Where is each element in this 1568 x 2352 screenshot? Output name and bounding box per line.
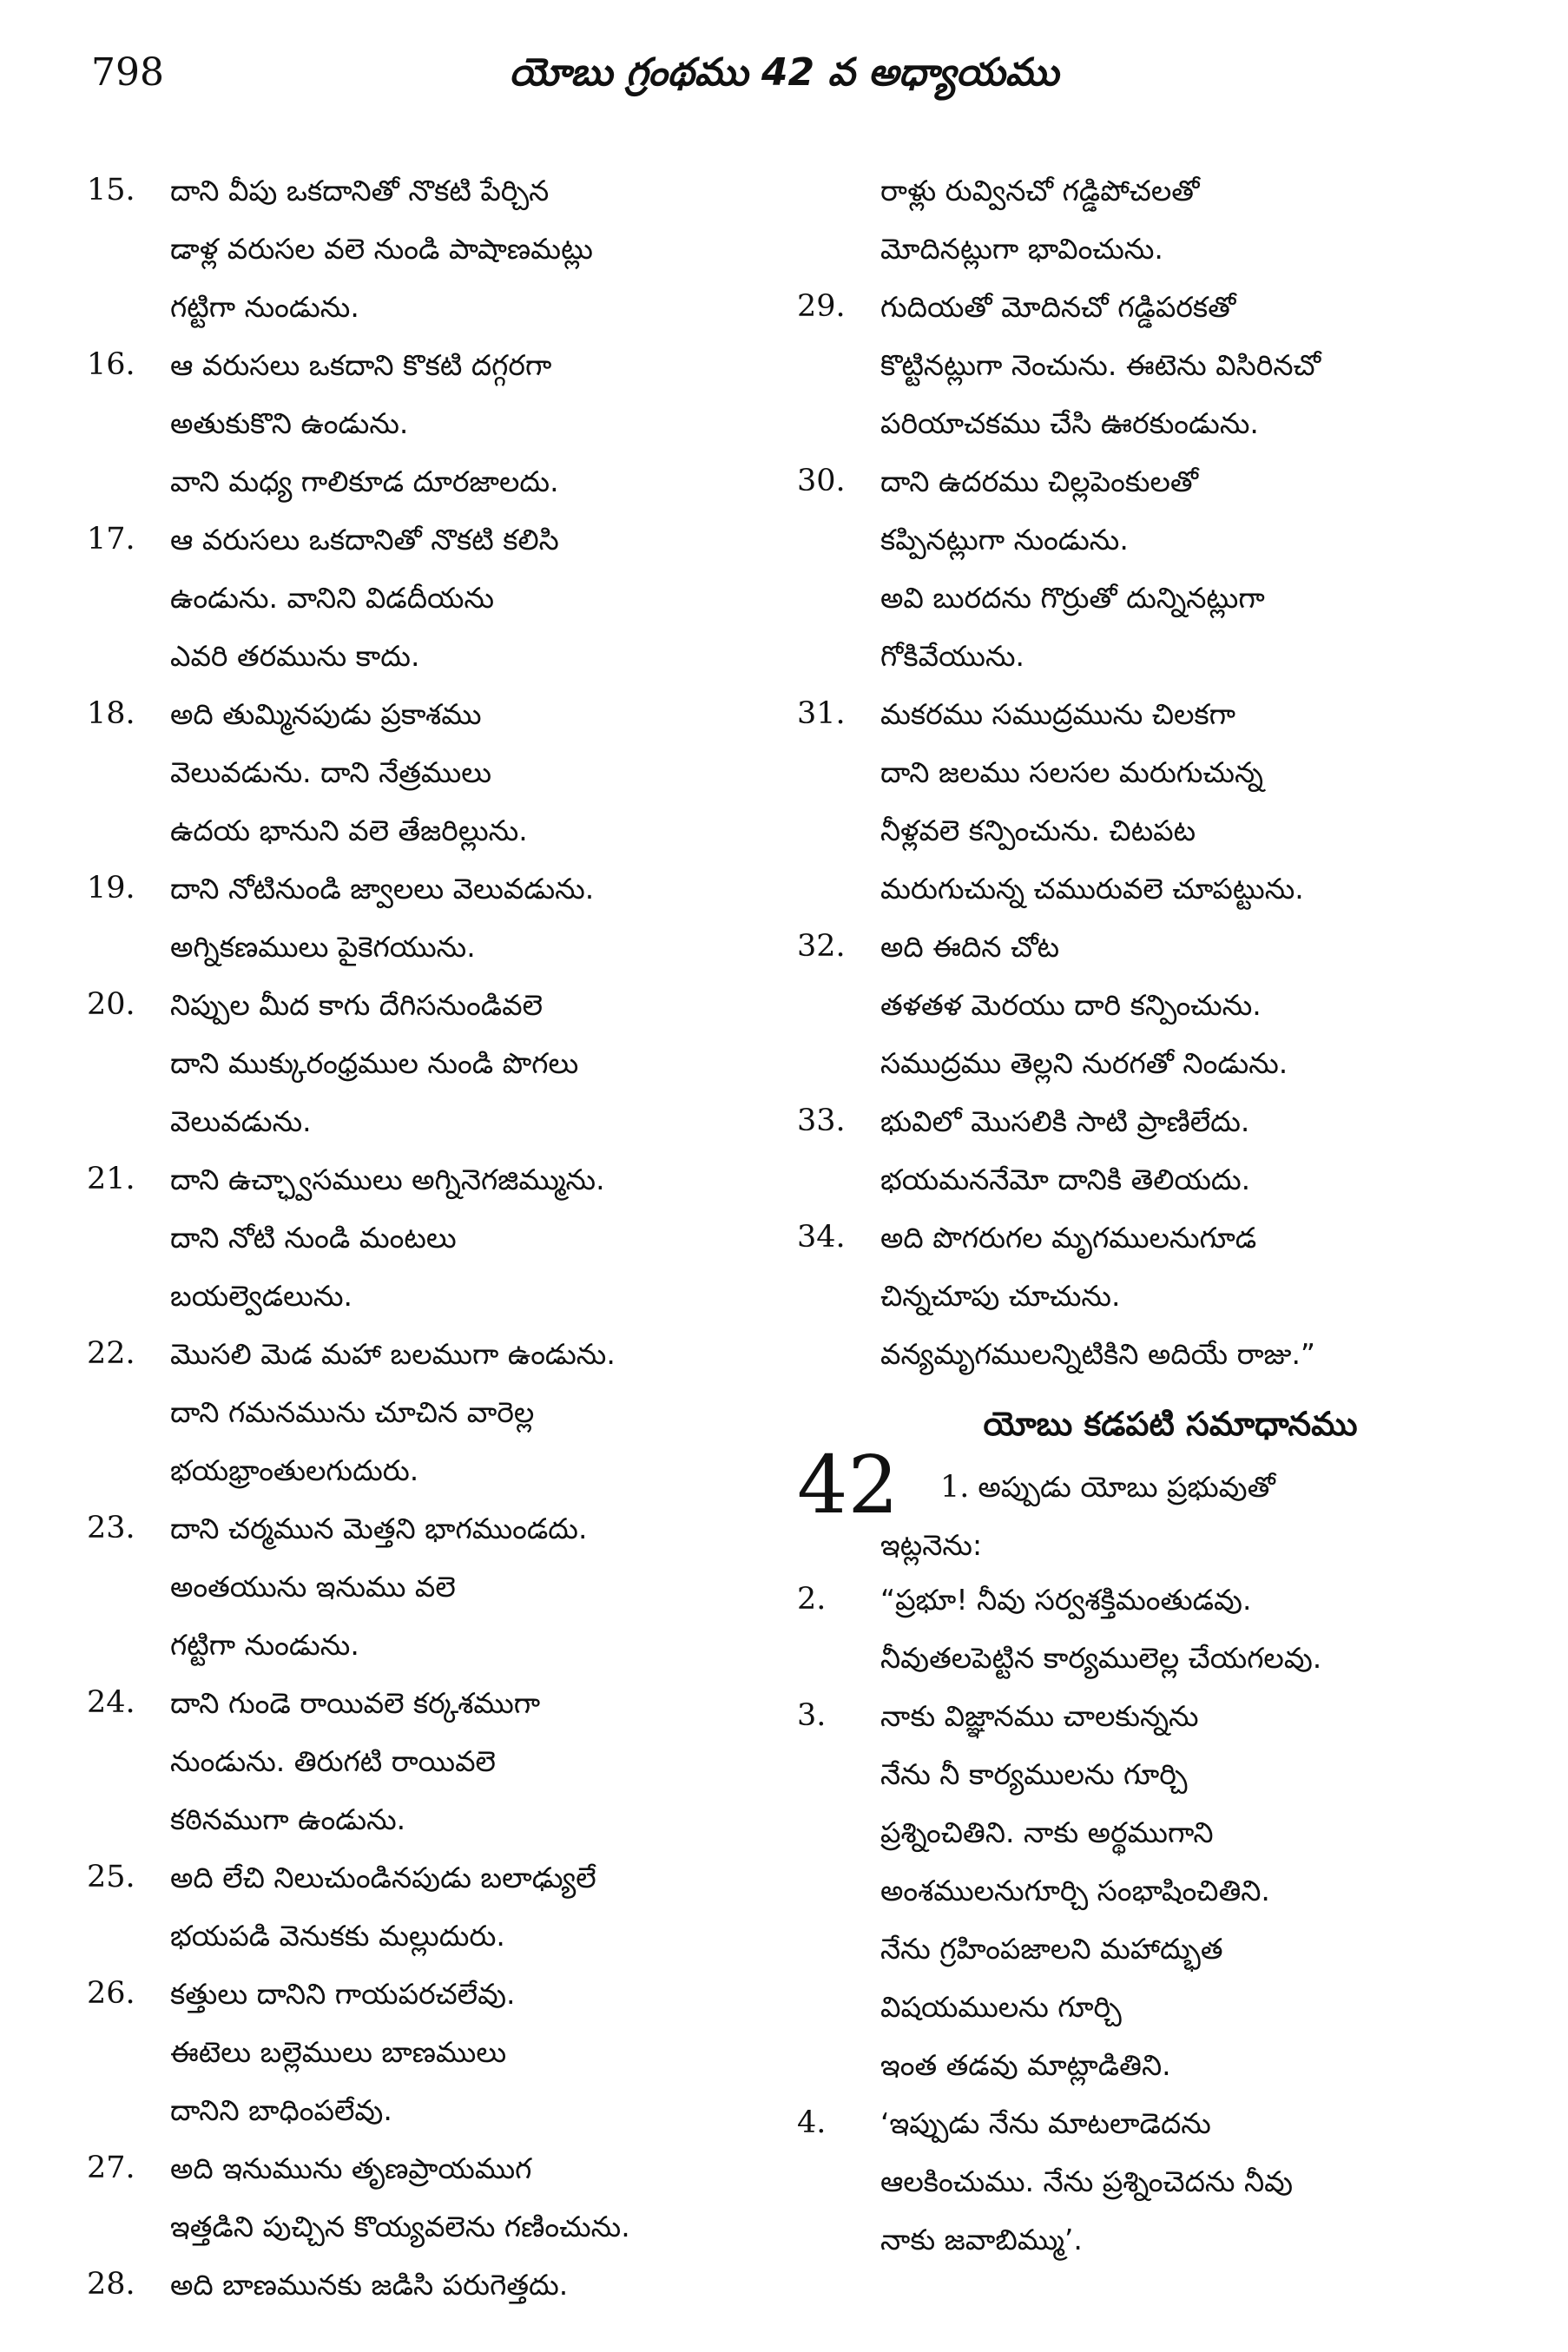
verse-number: 4. [797,2105,827,2140]
verse-line: దాని జలము సలసల మరుగుచున్న [880,755,1263,789]
verse-text [880,1092,1492,1209]
verse-line: అది లేచి నిలుచుండినపుడు బలాఢ్యులే [170,1861,596,1894]
verse-line: పరియాచకము చేసి ఊరకుండును. [880,406,1259,440]
verse-number: 30. [797,464,846,498]
verse-text [880,1571,1492,1687]
verse-line: భువిలో మొసలికి సాటి ప్రాణిలేదు. [880,1104,1250,1138]
chapter-start [797,1439,1492,1571]
verse-line: ఇంత తడవు మాట్లాడితిని. [880,2048,1171,2082]
verse-line: అది పొగరుగల మృగములనుగూడ [880,1221,1257,1255]
verse [87,336,781,511]
verse-text [880,2094,1492,2269]
verse-number: 28. [87,2267,135,2302]
verse-line: ఆ వరుసలు ఒకదానితో నొకటి కలిసి [170,523,559,557]
verse-line: వెలువడును. దాని నేత్రములు [170,755,492,789]
verse-number: 21. [87,1162,135,1196]
verse-line: ఎవరి తరమును కాదు. [170,639,420,673]
verse-number: 34. [797,1220,846,1255]
verse-line: దాని ఉచ్ఛ్వాసములు అగ్నినెగజిమ్మును. [170,1163,605,1196]
verse-number: 23. [87,1511,135,1545]
verse-line: నేను గ్రహింపజాలని మహాద్భుత [880,1932,1223,1966]
verse-line: దాని వీపు ఒకదానితో నొకటి పేర్చిన [170,174,550,208]
verse [797,1209,1492,1383]
verse-text [880,278,1492,452]
verse-line: సముద్రము తెల్లని నురగతో నిండును. [880,1046,1288,1080]
verse-line: మొసలి మెడ మహా బలముగా ఉండును. [170,1337,616,1371]
verse [87,1674,781,1848]
verse [87,1848,781,1965]
verse [87,2256,781,2314]
verse-number: 19. [87,871,135,906]
verse-line: అవి బురదను గొర్రుతో దున్నినట్లుగా [880,581,1265,615]
verse [797,918,1492,1092]
verse-text [170,336,781,511]
verse-line: నాకు జవాబిమ్ము’. [880,2223,1083,2256]
verse-number: 31. [797,696,846,731]
verse-line: తళతళ మెరయు దారి కన్పించును. [880,988,1262,1022]
verse-text [170,1848,781,1965]
verse-line: వెలువడును. [170,1104,312,1138]
page-number: 798 [91,50,164,95]
verse-line: అంతయును ఇనుము వలె [170,1570,456,1604]
verse-number: 26. [87,1976,135,2011]
verse-number: 20. [87,987,135,1022]
verse-line: ఉదయ భానుని వలె తేజరిల్లును. [170,814,528,847]
verse-line: ఈటెలు బల్లెములు బాణములు [170,2035,507,2069]
verse-line: నీవుతలపెట్టిన కార్యములెల్ల చేయగలవు. [880,1641,1322,1675]
verse-line: డాళ్ల వరుసల వలె నుండి పాషాణమట్లు [170,232,593,266]
verse-line: అంశములనుగూర్చి సంభాషించితిని. [880,1874,1270,1907]
section-heading: యోబు కడపటి సమాధానము [983,1405,1358,1443]
verse-text [880,1687,1492,2094]
verse-number: 33. [797,1104,846,1138]
verse-line: ప్రశ్నించితిని. నాకు అర్థముగాని [880,1815,1214,1849]
chapter-first-verse [940,1458,1275,1517]
verse-line: నీళ్లవలె కన్పించును. చిటపట [880,814,1196,847]
right-column [797,161,1492,2269]
verse-text [170,685,781,860]
verse-text [170,2139,781,2256]
verse-line: మరుగుచున్న చమురువలె చూపట్టును. [880,872,1304,906]
verse-line: కొట్టినట్లుగా నెంచును. ఈటెను విసిరినచో [880,348,1321,382]
verse-text [170,1674,781,1848]
verse-line: దాని గుండె రాయివలె కర్కశముగా [170,1686,541,1720]
verse-line: దాని ముక్కురంధ్రముల నుండి పొగలు [170,1046,579,1080]
verse-text [170,161,781,336]
verse-list [797,1571,1492,2269]
verse-text [880,685,1492,918]
verse-number: 15. [87,173,135,208]
verse-line: నిప్పుల మీద కాగు దేగిసనుండివలె [170,988,544,1022]
verse [87,860,781,976]
verse-number: 17. [87,522,135,557]
verse [797,1571,1492,1687]
verse-line: దానిని బాధింపలేవు. [170,2093,392,2127]
verse-line: విషయములను గూర్చి [880,1990,1122,2024]
verse [87,161,781,336]
verse-text [170,1965,781,2139]
verse-number: 24. [87,1685,135,1720]
verse-line: అతుకుకొని ఉండును. [170,406,409,440]
verse-line: ఆలకించుము. నేను ప్రశ్నించెదను నీవు [880,2164,1294,2198]
verse-line: వన్యమృగములన్నిటికిని అదియే రాజు.” [880,1337,1316,1371]
verse-line: వాని మధ్య గాలికూడ దూరజాలదు. [170,464,559,498]
verse [797,278,1492,452]
verse-line: “ప్రభూ! నీవు సర్వశక్తిమంతుడవు. [880,1583,1252,1617]
verse-line: మకరము సముద్రమును చిలకగా [880,697,1236,731]
verse-line: మోదినట్లుగా భావించును. [880,232,1163,266]
verse [87,976,781,1150]
chapter-number: 42 [797,1439,899,1532]
verse-line: దాని నోటినుండి జ్వాలలు వెలువడును. [170,872,595,906]
verse-line: బయల్వెడలును. [170,1279,353,1313]
verse-number: 18. [87,696,135,731]
verse-number: 32. [797,929,846,964]
verse-line: భయపడి వెనుకకు మల్లుదురు. [170,1919,505,1953]
verse-line: ఇట్లనెను: [880,1528,983,1562]
verse-text [880,452,1492,685]
verse-line: ఆ వరుసలు ఒకదాని కొకటి దగ్గరగా [170,348,552,382]
verse-line: కప్పినట్లుగా నుండును. [880,523,1129,557]
verse-line: అది ఈదిన చోట [880,930,1060,964]
verse-text [170,511,781,685]
verse-number: 22. [87,1336,135,1371]
verse-line: ఉండును. వానిని విడదీయను [170,581,495,615]
verse-number: 25. [87,1860,135,1894]
verse [87,685,781,860]
verse-number: 29. [797,289,846,324]
verse [87,1325,781,1499]
verse-number: 27. [87,2151,135,2185]
verse [797,452,1492,685]
verse-line: భయభ్రాంతులగుదురు. [170,1453,419,1487]
verse [87,1150,781,1325]
verse-line: కఠినముగా ఉండును. [170,1802,406,1836]
verse-text [170,2256,781,2314]
verse-line: ‘ఇప్పుడు నేను మాటలాడెదను [880,2106,1211,2140]
verse-line: అప్పుడు యోబు ప్రభువుతో [978,1470,1275,1504]
verse-line: గుదియతో మోదినచో గడ్డిపరకతో [880,290,1236,324]
verse-number: 1. [940,1470,970,1505]
verse-number: 3. [797,1698,827,1733]
verse-line: గట్టిగా నుండును. [170,1628,359,1662]
verse-line: అది బాణమునకు జడిసి పరుగెత్తదు. [170,2268,569,2302]
verse-text [170,976,781,1150]
verse-line: గోకివేయును. [880,639,1025,673]
verse-line: దాని నోటి నుండి మంటలు [170,1221,457,1255]
running-title: యోబు గ్రంథము 42 వ అధ్యాయము [509,50,1059,95]
verse [797,1092,1492,1209]
verse-line: భయమననేమో దానికి తెలియదు. [880,1163,1251,1196]
verse [87,1965,781,2139]
verse [87,1499,781,1674]
verse-line: నాకు విజ్ఞానము చాలకున్నను [880,1699,1199,1733]
verse-text [880,1209,1492,1383]
verse-line: అది తుమ్మినపుడు ప్రకాశము [170,697,482,731]
page-header [0,45,1568,115]
verse-line: రాళ్లు రువ్వినచో గడ్డిపోచలతో [880,174,1200,208]
verse [797,2094,1492,2269]
verse-line: కత్తులు దానిని గాయపరచలేవు. [170,1977,516,2011]
verse-text [170,1150,781,1325]
verse-line: దాని ఉదరము చిల్లపెంకులతో [880,464,1199,498]
verse-list [797,278,1492,1383]
left-column [87,161,781,2314]
verse-line: నేను నీ కార్యములను గూర్చి [880,1757,1188,1791]
verse-line: చిన్నచూపు చూచును. [880,1279,1121,1313]
verse [797,1687,1492,2094]
verse-line: అది ఇనుమును తృణప్రాయముగ [170,2151,532,2185]
verse-text [170,1499,781,1674]
verse-text [170,860,781,976]
verse-number: 2. [797,1582,827,1617]
verse-text [170,1325,781,1499]
verse [87,2139,781,2256]
verse-line: ఇత్తడిని పుచ్చిన కొయ్యవలెను గణించును. [170,2210,630,2243]
verse-line: దాని చర్మమున మెత్తని భాగముండదు. [170,1512,588,1545]
verse-continuation [797,161,1492,278]
verse-number: 16. [87,347,135,382]
verse-line: గట్టిగా నుండును. [170,290,359,324]
verse-line: నుండును. తిరుగటి రాయివలె [170,1744,496,1778]
verse-line: అగ్నికణములు పైకెగయును. [170,930,476,964]
verse [87,511,781,685]
verse-text [880,918,1492,1092]
verse [797,685,1492,918]
verse-line: దాని గమనమును చూచిన వారెల్ల [170,1395,535,1429]
